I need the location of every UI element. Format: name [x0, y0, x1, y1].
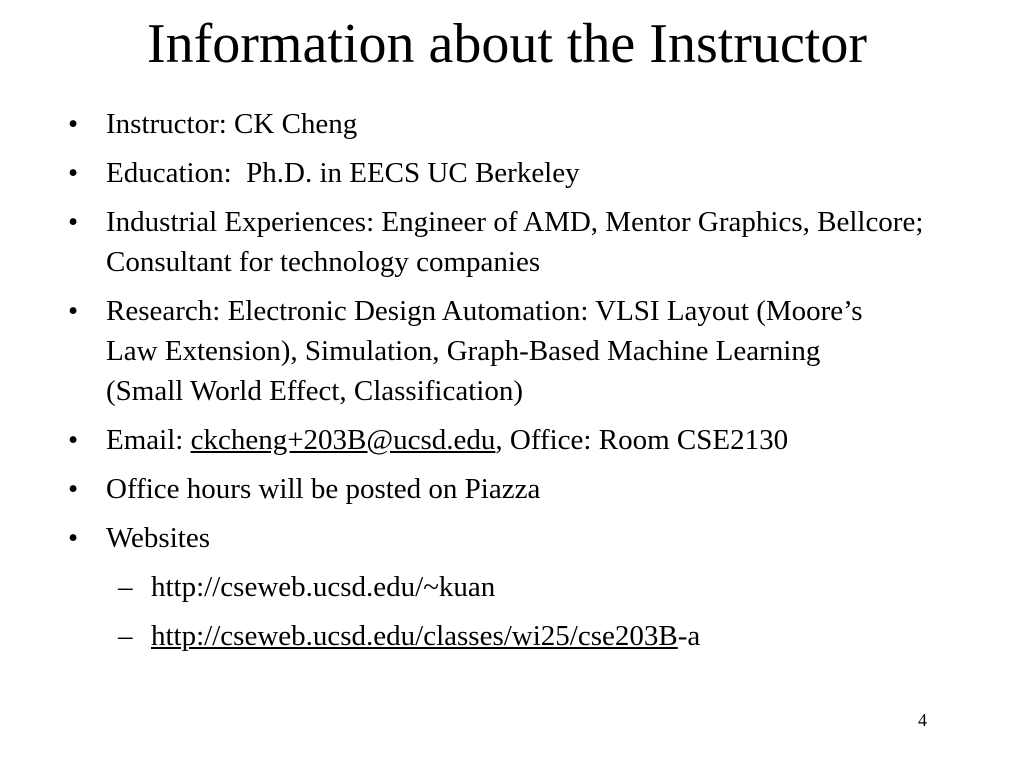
bullet-marker: •: [68, 108, 79, 140]
bullet-marker: •: [68, 522, 79, 554]
slide-title: Information about the Instructor: [146, 13, 867, 75]
course-website-suffix: -a: [677, 620, 701, 652]
bullet-industrial: [0, 202, 966, 282]
bullet-marker: •: [68, 206, 79, 238]
bullet-marker: •: [68, 424, 79, 456]
sub-bullet-site1: [0, 567, 971, 607]
sub-bullet-site2: [0, 616, 971, 656]
website-kuan: http://cseweb.ucsd.edu/~kuan: [151, 571, 496, 603]
email-prefix: Email:: [106, 424, 191, 456]
bullet-list: [0, 104, 1000, 665]
bullet-marker: •: [68, 473, 79, 505]
education-text: Education: Ph.D. in EECS UC Berkeley: [106, 157, 580, 189]
bullet-education: [0, 153, 966, 193]
email-link[interactable]: ckcheng+203B@ucsd.edu: [190, 424, 496, 456]
bullet-office-hours: [0, 469, 966, 509]
research-text: Research: Electronic Design Automation: VLSI Layout (Moore’s Law Extension), Simulation, Graph-Based Machine Learning (Small World Effect, Classification): [106, 295, 863, 407]
bullet-marker: •: [68, 295, 79, 327]
office-text: , Office: Room CSE2130: [495, 424, 789, 456]
page-number: 4: [918, 710, 927, 730]
bullet-marker: •: [68, 157, 79, 189]
bullet-research: [0, 291, 886, 411]
course-website-link[interactable]: http://cseweb.ucsd.edu/classes/wi25/cse203B: [151, 620, 678, 652]
bullet-email: [0, 420, 966, 460]
office-hours-text: Office hours will be posted on Piazza: [106, 473, 541, 505]
sub-bullet-marker: –: [118, 571, 133, 603]
sub-bullet-marker: –: [118, 620, 133, 652]
websites-label: Websites: [106, 522, 210, 554]
industrial-text: Industrial Experiences: Engineer of AMD, Mentor Graphics, Bellcore; Consultant for technology companies: [106, 206, 924, 278]
bullet-instructor: [0, 104, 966, 144]
bullet-websites: [0, 518, 966, 558]
instructor-text: Instructor: CK Cheng: [106, 108, 358, 140]
